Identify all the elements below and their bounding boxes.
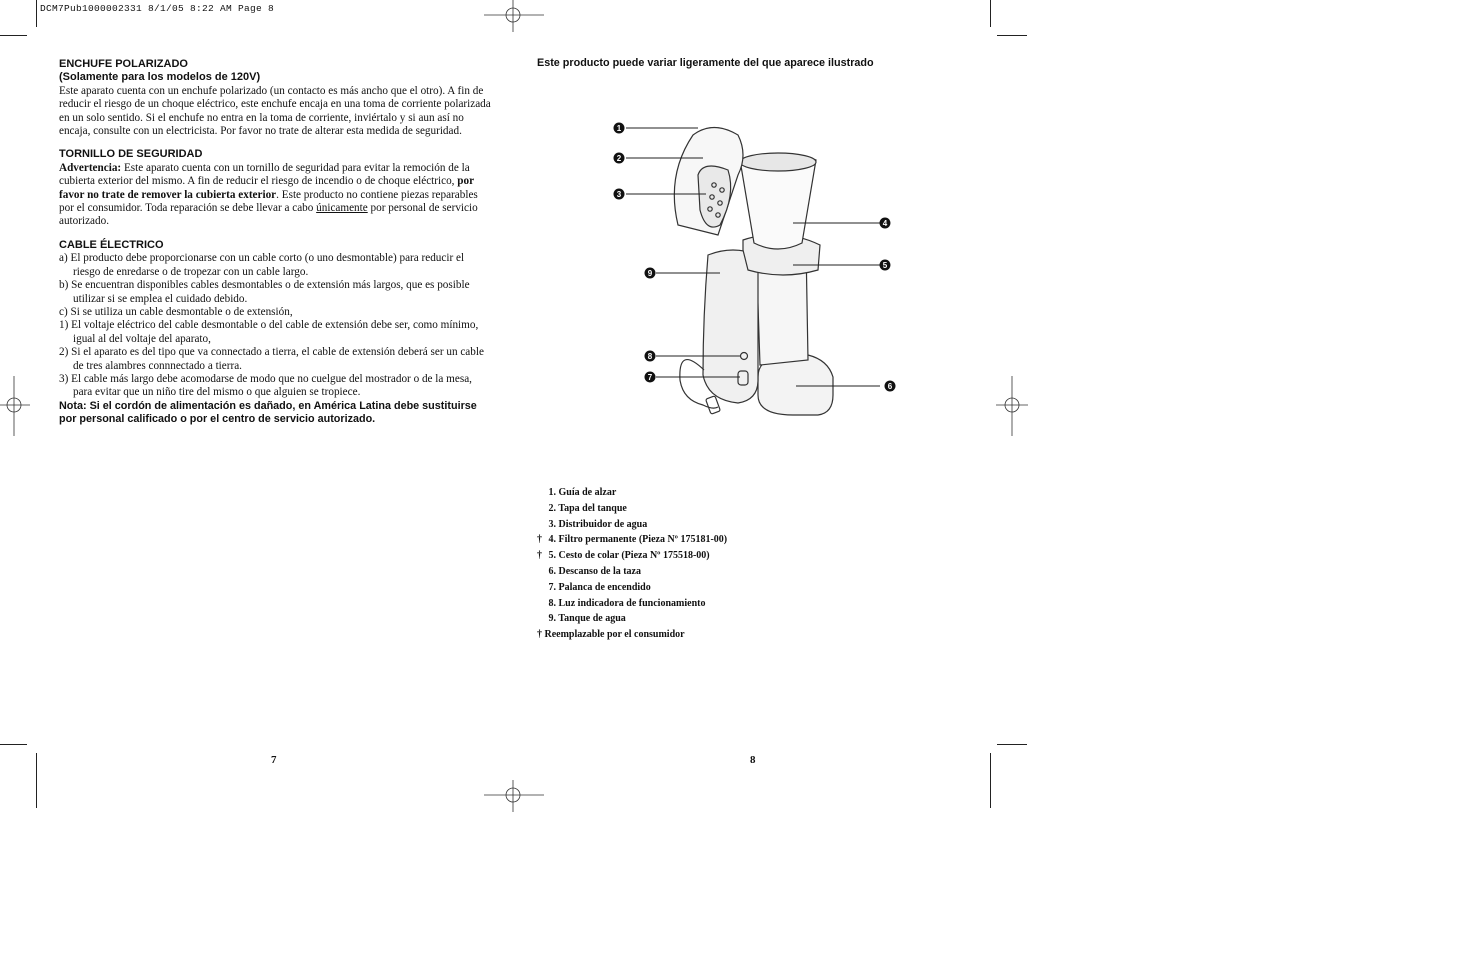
part-label: 5. Cesto de colar (Pieza Nº 175518-00) bbox=[548, 550, 710, 562]
section-electric-cord bbox=[59, 239, 491, 400]
crop-mark bbox=[36, 753, 37, 808]
section-subtitle: (Solamente para los modelos de 120V) bbox=[59, 71, 261, 84]
section-title: TORNILLO DE SEGURIDAD bbox=[59, 148, 203, 161]
part-label: 3. Distribuidor de agua bbox=[548, 518, 648, 530]
registration-mark-right bbox=[996, 376, 1028, 436]
svg-text:9: 9 bbox=[647, 268, 653, 278]
registration-mark-left bbox=[0, 376, 30, 436]
body-text: por personal de servicio autorizado. bbox=[59, 202, 478, 228]
part-label: 6. Descanso de la taza bbox=[548, 565, 641, 577]
page-number-left: 7 bbox=[271, 754, 277, 766]
crop-mark bbox=[997, 35, 1027, 36]
body-text: . Este producto no contiene piezas reparables por el consumidor. Toda reparación se debe llevar a cabo bbox=[59, 188, 478, 215]
list-item bbox=[537, 532, 727, 548]
crop-mark bbox=[990, 753, 991, 808]
section-safety-screw bbox=[59, 148, 491, 228]
part-label: 7. Palanca de encendido bbox=[548, 581, 651, 593]
registration-mark-bottom bbox=[484, 780, 544, 812]
list-item: 3) El cable más largo debe acomodarse de modo que no cuelgue del mostrador o de la mesa, para evitar que un niño tire del mismo o que alguien se tropiece. bbox=[59, 372, 472, 399]
list-item bbox=[537, 580, 727, 596]
svg-text:2: 2 bbox=[616, 153, 622, 163]
list-item: 2) Si el aparato es del tipo que va connectado a tierra, el cable de extensión deberá ser un cable de tres alambres connnectado a tierra. bbox=[59, 346, 484, 372]
crop-mark bbox=[0, 744, 27, 745]
body-text: Este aparato cuenta con un tornillo de seguridad para evitar la remoción de la cubierta exterior del mismo. A fin de reducir el riesgo de incendio o de choque eléctrico, bbox=[59, 161, 470, 188]
callout-9 bbox=[645, 268, 656, 279]
registration-mark-top bbox=[484, 0, 544, 32]
list-item bbox=[537, 611, 727, 627]
section-title: CABLE ÉLECTRICO bbox=[59, 238, 164, 251]
part-label: 8. Luz indicadora de funcionamiento bbox=[548, 597, 706, 609]
list-item: b) Se encuentran disponibles cables desmontables o de extensión más largos, que es posible utilizar si se emplea el cuidado debido. bbox=[59, 279, 470, 305]
coffee-maker-diagram bbox=[608, 115, 908, 425]
section-body bbox=[59, 162, 491, 229]
dagger-mark: † bbox=[537, 534, 542, 546]
svg-text:8: 8 bbox=[647, 351, 653, 361]
callout-5 bbox=[880, 260, 891, 271]
list-item bbox=[537, 548, 727, 564]
callout-7 bbox=[645, 372, 656, 383]
parts-list bbox=[537, 485, 727, 643]
dagger-mark: † bbox=[537, 629, 542, 641]
list-item: 1) El voltaje eléctrico del cable desmontable o del cable de extensión debe ser, como mínimo, igual al del voltaje del aparato, bbox=[59, 319, 479, 345]
emphasis-text: por favor no trate de remover la cubierta exterior bbox=[59, 175, 474, 201]
list-item bbox=[537, 501, 727, 517]
part-label: 4. Filtro permanente (Pieza Nº 175181-00) bbox=[548, 534, 728, 546]
list-item: c) Si se utiliza un cable desmontable o de extensión, bbox=[59, 305, 293, 318]
list-item: a) El producto debe proporcionarse con un cable corto (o uno desmontable) para reducir el riesgo de enredarse o de tropezar con un cable largo. bbox=[59, 252, 465, 278]
svg-text:6: 6 bbox=[887, 381, 893, 391]
list-item bbox=[537, 485, 727, 501]
part-label: 1. Guía de alzar bbox=[548, 487, 617, 498]
svg-text:1: 1 bbox=[616, 123, 622, 133]
part-label: 2. Tapa del tanque bbox=[548, 502, 627, 514]
svg-text:3: 3 bbox=[616, 189, 622, 199]
section-polarized-plug bbox=[59, 58, 491, 138]
page-number-right: 8 bbox=[750, 754, 756, 766]
underlined-text: únicamente bbox=[316, 202, 368, 215]
part-label: Reemplazable por el consumidor bbox=[544, 629, 685, 641]
list-item bbox=[537, 596, 727, 612]
callout-1 bbox=[614, 123, 625, 134]
callout-2 bbox=[614, 153, 625, 164]
svg-text:4: 4 bbox=[882, 218, 888, 228]
callout-3 bbox=[614, 189, 625, 200]
crop-mark bbox=[36, 0, 37, 27]
cord-damage-note: Nota: Si el cordón de alimentación es dañado, en América Latina debe sustituirse por personal calificado o por el centro de servicio autorizado. bbox=[59, 399, 477, 426]
left-page-column bbox=[59, 58, 491, 427]
svg-text:7: 7 bbox=[647, 372, 653, 382]
dagger-mark: † bbox=[537, 550, 542, 562]
section-body: Este aparato cuenta con un enchufe polarizado (un contacto es más ancho que el otro). A fin de reducir el riesgo de un choque eléctrico, este enchufe encaja en una toma de corriente polarizada en un solo sentido. Si el enchufe no entra en la toma de corriente, inviértalo y si aun así no encaja, consulte con un electricista. Por favor no trate de alterar esta medida de seguridad. bbox=[59, 84, 491, 138]
crop-mark bbox=[0, 35, 27, 36]
list-item bbox=[537, 564, 727, 580]
crop-mark bbox=[997, 744, 1027, 745]
svg-text:5: 5 bbox=[882, 260, 888, 270]
callout-4 bbox=[880, 218, 891, 229]
part-label: 9. Tanque de agua bbox=[548, 613, 626, 625]
list-item bbox=[537, 627, 727, 643]
list-item bbox=[537, 517, 727, 533]
print-slug: DCM7Pub1000002331 8/1/05 8:22 AM Page 8 bbox=[40, 3, 275, 14]
product-variation-heading: Este producto puede variar ligeramente del que aparece ilustrado bbox=[537, 57, 874, 69]
warning-label: Advertencia: bbox=[59, 161, 122, 174]
callout-6 bbox=[885, 381, 896, 392]
callout-8 bbox=[645, 351, 656, 362]
crop-mark bbox=[990, 0, 991, 27]
section-title: ENCHUFE POLARIZADO bbox=[59, 58, 188, 70]
